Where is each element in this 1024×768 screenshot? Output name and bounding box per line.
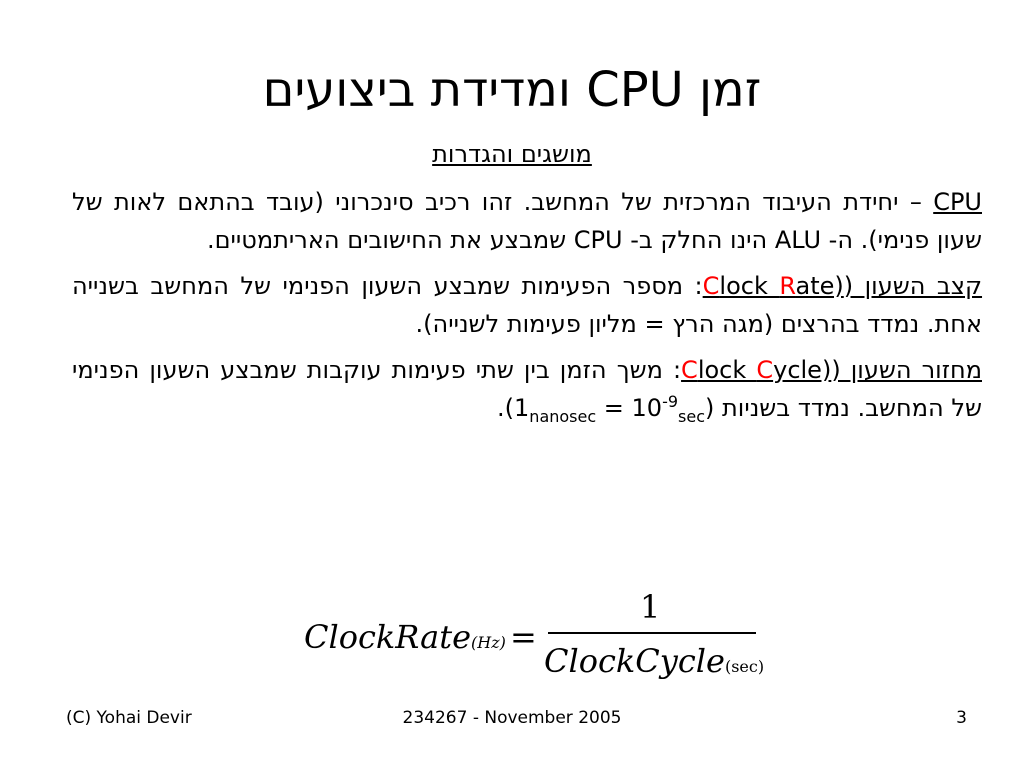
clock-rate-r-rest: ate) [795, 272, 844, 300]
exponent-nine: 9 [667, 392, 679, 411]
clock-cycle-c-letter: C [681, 356, 698, 384]
exponent [662, 392, 678, 411]
nanosec-equation [514, 392, 706, 426]
formula-denominator-text: ClockCycle [544, 642, 725, 680]
definitions-body [72, 183, 982, 435]
formula-lhs-text: ClockRate [304, 618, 471, 656]
formula-fraction-bar [548, 632, 756, 634]
cpu-definition-text: – יחידת העיבוד המרכזית של המחשב. זהו רכיב סינכרוני (עובד בהתאם לאות של שעון פנימי). ה- ALU הינו החלק ב- CPU שמבצע את החישובים האריתמטיים. [72, 188, 982, 254]
formula-lhs-unit: (Hz) [471, 633, 506, 652]
footer-author: (C) Yohai Devir [66, 708, 192, 728]
cpu-definition [72, 183, 982, 259]
formula-equals: = [510, 618, 537, 656]
clock-rate-term-hebrew: קצב השעון ( [843, 272, 983, 300]
clock-cycle-term-hebrew: מחזור השעון ( [831, 356, 982, 384]
formula-lhs [304, 618, 506, 656]
clock-cycle-c2-rest: ycle) [773, 356, 832, 384]
footer-course-date: 234267 - November 2005 [402, 708, 622, 728]
exponent-minus: - [662, 392, 668, 411]
clock-rate-text: : מספר הפעימות שמבצע השעון הפנימי של המחשב בשנייה אחת. נמדד בהרצים (מגה הרץ = מליון פעימות לשנייה). [72, 272, 982, 338]
clock-cycle-term-english [681, 356, 831, 384]
clock-rate-c-letter: C [702, 272, 720, 300]
clock-rate-formula [300, 588, 770, 688]
clock-cycle-term [681, 356, 982, 384]
formula-denominator-unit: (sec) [724, 657, 765, 676]
formula-numerator: 1 [640, 588, 661, 626]
clock-cycle-c2-letter: C [756, 356, 774, 384]
cpu-term: CPU [933, 188, 982, 216]
clock-rate-term-english [703, 272, 844, 300]
nanosec-equals: = 10 [596, 394, 663, 422]
slide-title: זמן CPU ומדידת ביצועים [262, 62, 762, 118]
clock-cycle-c-rest: lock [697, 356, 757, 384]
clock-cycle-text-b: ). [497, 394, 515, 422]
clock-rate-r-letter: R [779, 272, 796, 300]
nanosec-one: 1 [514, 394, 530, 422]
slide-subtitle: מושגים והגדרות [432, 140, 592, 168]
nanosec-subscript: nanosec [529, 406, 597, 426]
clock-rate-term [703, 272, 982, 300]
clock-cycle-text-a: : משך הזמן בין שתי פעימות עוקבות שמבצע השעון הפנימי של המחשב. נמדד בשניות ( [72, 356, 982, 422]
slide-number: 3 [956, 708, 967, 728]
clock-rate-c-rest: lock [719, 272, 780, 300]
clock-rate-definition [72, 267, 982, 343]
formula-denominator [544, 642, 764, 680]
sec-subscript: sec [678, 406, 706, 426]
clock-cycle-definition [72, 351, 982, 427]
